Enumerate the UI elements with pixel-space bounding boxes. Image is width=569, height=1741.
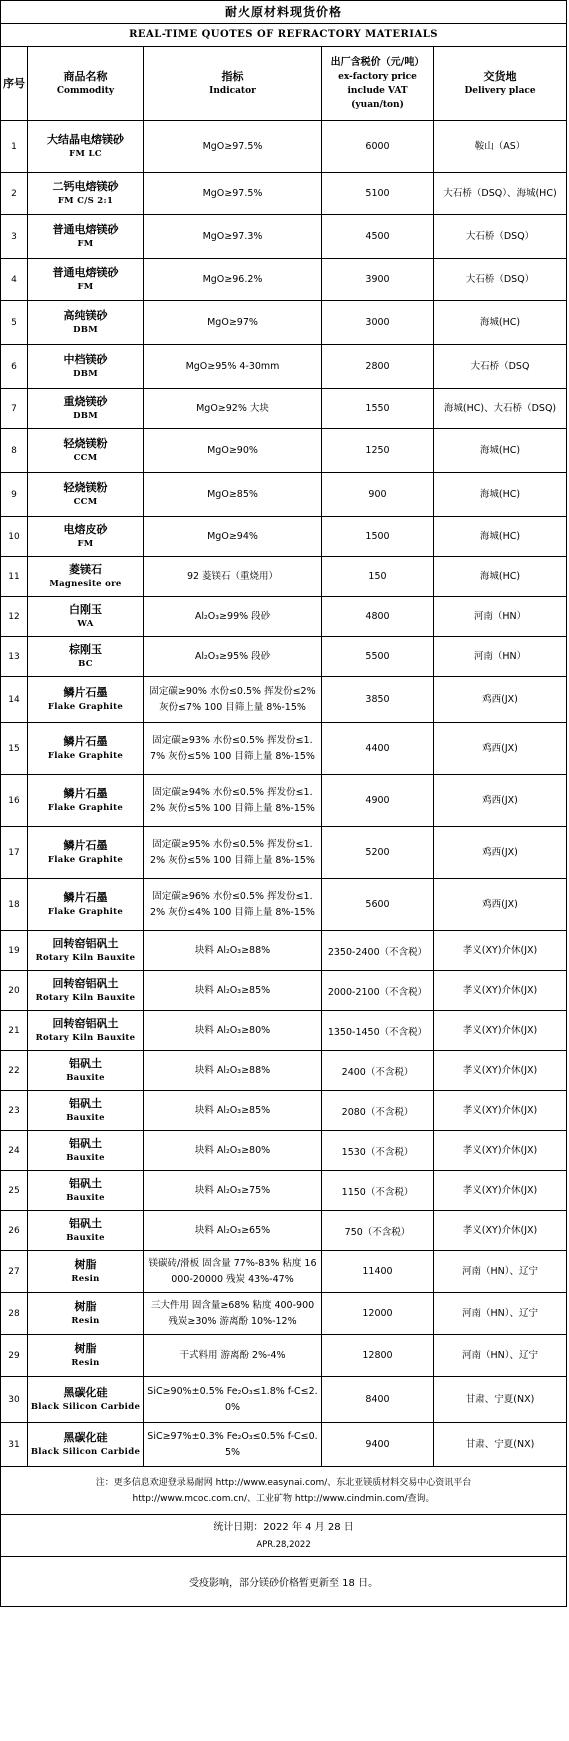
price-cell: 4900: [322, 775, 434, 827]
commodity-cell: [28, 723, 144, 775]
commodity-name-en: Flake Graphite: [47, 855, 124, 865]
price-cell: 9400: [322, 1423, 434, 1467]
table-row: [1, 259, 567, 301]
row-number: 9: [1, 473, 28, 517]
price-cell: 11400: [322, 1251, 434, 1293]
table-row: [1, 637, 567, 677]
row-number: 25: [1, 1171, 28, 1211]
price-cell: 2350-2400（不含税）: [322, 931, 434, 971]
price-cell: 12000: [322, 1293, 434, 1335]
row-number: 1: [1, 121, 28, 173]
commodity-name-cn: 中档镁砂: [63, 353, 108, 366]
row-number: 10: [1, 517, 28, 557]
indicator-cell: 块料 Al₂O₃≥80%: [144, 1011, 322, 1051]
table-row: [1, 971, 567, 1011]
header-commodity: [28, 47, 144, 121]
footer-notice: 受疫影响，部分镁砂价格暂更新至 18 日。: [1, 1557, 567, 1607]
price-cell: 1530（不含税）: [322, 1131, 434, 1171]
indicator-cell: MgO≥97.3%: [144, 215, 322, 259]
delivery-place-cell: 海城(HC): [434, 429, 567, 473]
commodity-name-cn: 重烧镁砂: [63, 395, 108, 408]
commodity-name-cn: 铝矾土: [69, 1177, 102, 1190]
table-row: [1, 879, 567, 931]
table-row: [1, 345, 567, 389]
price-cell: 4400: [322, 723, 434, 775]
header-place: [434, 47, 567, 121]
indicator-cell: 块料 Al₂O₃≥65%: [144, 1211, 322, 1251]
title-row-en: [1, 24, 567, 47]
table-row: [1, 1011, 567, 1051]
commodity-name-cn: 鳞片石墨: [63, 686, 108, 699]
price-cell: 2000-2100（不含税）: [322, 971, 434, 1011]
row-number: 24: [1, 1131, 28, 1171]
delivery-place-cell: 海城(HC): [434, 301, 567, 345]
price-cell: 5500: [322, 637, 434, 677]
price-cell: 3000: [322, 301, 434, 345]
indicator-cell: 三大件用 固含量≥68% 粘度 400-900 残炭≥30% 游离酚 10%-12%: [144, 1293, 322, 1335]
commodity-name-cn: 菱镁石: [69, 563, 102, 576]
commodity-name-cn: 回转窑铝矾土: [52, 937, 119, 950]
commodity-cell: [28, 517, 144, 557]
indicator-cell: 镁碳砖/滑板 固含量 77%-83% 粘度 16000-20000 残炭 43%-47%: [144, 1251, 322, 1293]
commodity-name-cn: 树脂: [74, 1300, 97, 1313]
header-price-en1: ex-factory price: [338, 72, 417, 82]
indicator-cell: Al₂O₃≥95% 段砂: [144, 637, 322, 677]
indicator-cell: 固定碳≥90% 水份≤0.5% 挥发份≤2% 灰份≤7% 100 目筛上量 8%-15%: [144, 677, 322, 723]
table-row: [1, 121, 567, 173]
commodity-cell: [28, 173, 144, 215]
commodity-cell: [28, 121, 144, 173]
delivery-place-cell: 海城(HC): [434, 517, 567, 557]
price-cell: 1550: [322, 389, 434, 429]
price-cell: 5600: [322, 879, 434, 931]
table-row: [1, 597, 567, 637]
commodity-name-cn: 高纯镁砂: [63, 309, 108, 322]
commodity-name-en: Bauxite: [66, 1153, 105, 1163]
commodity-name-cn: 黑碳化硅: [63, 1431, 108, 1444]
commodity-name-cn: 电熔皮砂: [63, 523, 108, 536]
indicator-cell: MgO≥90%: [144, 429, 322, 473]
delivery-place-cell: 海城(HC): [434, 473, 567, 517]
indicator-cell: 固定碳≥94% 水份≤0.5% 挥发份≤1.2% 灰份≤5% 100 目筛上量 8%-15%: [144, 775, 322, 827]
indicator-cell: 块料 Al₂O₃≥85%: [144, 971, 322, 1011]
commodity-cell: [28, 259, 144, 301]
table-row: [1, 1293, 567, 1335]
delivery-place-cell: 河南（HN）、辽宁: [434, 1251, 567, 1293]
row-number: 7: [1, 389, 28, 429]
delivery-place-cell: 大石桥（DSQ: [434, 345, 567, 389]
commodity-name-en: Flake Graphite: [47, 702, 124, 712]
commodity-cell: [28, 879, 144, 931]
commodity-name-cn: 树脂: [74, 1342, 97, 1355]
header-indicator-cn: 指标: [221, 70, 244, 83]
commodity-name-en: Rotary Kiln Bauxite: [35, 953, 136, 963]
commodity-cell: [28, 473, 144, 517]
header-indicator-en: Indicator: [209, 86, 256, 96]
price-cell: 750（不含税）: [322, 1211, 434, 1251]
commodity-cell: [28, 1131, 144, 1171]
footer-note-line2: http://www.mcoc.com.cn/、工业矿物 http://www.cindmin.com/查询。: [132, 1493, 435, 1504]
delivery-place-cell: 河南（HN）: [434, 637, 567, 677]
price-cell: 4500: [322, 215, 434, 259]
commodity-cell: [28, 1051, 144, 1091]
row-number: 28: [1, 1293, 28, 1335]
header-no: 序号: [1, 47, 28, 121]
commodity-name-en: FM: [77, 282, 94, 292]
delivery-place-cell: 河南（HN）: [434, 597, 567, 637]
commodity-cell: [28, 677, 144, 723]
indicator-cell: MgO≥92% 大块: [144, 389, 322, 429]
header-indicator: [144, 47, 322, 121]
table-row: [1, 173, 567, 215]
commodity-name-cn: 二钙电熔镁砂: [52, 180, 119, 193]
table-row: [1, 1051, 567, 1091]
price-cell: 1250: [322, 429, 434, 473]
table-row: [1, 1423, 567, 1467]
header-place-en: Delivery place: [464, 86, 536, 96]
commodity-name-en: Rotary Kiln Bauxite: [35, 1033, 136, 1043]
header-commodity-en: Commodity: [56, 86, 115, 96]
indicator-cell: MgO≥96.2%: [144, 259, 322, 301]
row-number: 17: [1, 827, 28, 879]
table-row: [1, 1211, 567, 1251]
delivery-place-cell: 河南（HN）、辽宁: [434, 1335, 567, 1377]
row-number: 13: [1, 637, 28, 677]
row-number: 29: [1, 1335, 28, 1377]
indicator-cell: MgO≥97%: [144, 301, 322, 345]
commodity-cell: [28, 345, 144, 389]
commodity-name-en: Bauxite: [66, 1233, 105, 1243]
indicator-cell: MgO≥94%: [144, 517, 322, 557]
delivery-place-cell: 甘肃、宁夏(NX): [434, 1423, 567, 1467]
table-row: [1, 827, 567, 879]
indicator-cell: 块料 Al₂O₃≥88%: [144, 1051, 322, 1091]
table-row: [1, 517, 567, 557]
delivery-place-cell: 孝义(XY)介休(JX): [434, 1211, 567, 1251]
table-row: [1, 429, 567, 473]
table-row: [1, 1091, 567, 1131]
delivery-place-cell: 大石桥（DSQ）: [434, 259, 567, 301]
delivery-place-cell: 鸡西(JX): [434, 775, 567, 827]
price-cell: 1500: [322, 517, 434, 557]
indicator-cell: Al₂O₃≥99% 段砂: [144, 597, 322, 637]
row-number: 19: [1, 931, 28, 971]
commodity-name-cn: 棕刚玉: [69, 643, 102, 656]
commodity-cell: [28, 429, 144, 473]
commodity-name-en: Black Silicon Carbide: [30, 1402, 141, 1412]
price-cell: 12800: [322, 1335, 434, 1377]
table-row: [1, 1335, 567, 1377]
indicator-cell: MgO≥85%: [144, 473, 322, 517]
commodity-cell: [28, 301, 144, 345]
commodity-name-cn: 铝矾土: [69, 1217, 102, 1230]
commodity-name-cn: 黑碳化硅: [63, 1386, 108, 1399]
commodity-cell: [28, 971, 144, 1011]
row-number: 16: [1, 775, 28, 827]
table-row: [1, 473, 567, 517]
indicator-cell: 块料 Al₂O₃≥80%: [144, 1131, 322, 1171]
commodity-cell: [28, 1423, 144, 1467]
commodity-cell: [28, 1251, 144, 1293]
row-number: 2: [1, 173, 28, 215]
price-cell: 150: [322, 557, 434, 597]
footer-note: [1, 1467, 567, 1515]
commodity-name-en: CCM: [73, 453, 98, 463]
row-number: 11: [1, 557, 28, 597]
table-row: [1, 301, 567, 345]
title-row-cn: [1, 1, 567, 24]
commodity-name-en: DBM: [73, 325, 98, 335]
row-number: 15: [1, 723, 28, 775]
footer-note-row: [1, 1467, 567, 1515]
commodity-cell: [28, 1335, 144, 1377]
indicator-cell: MgO≥97.5%: [144, 121, 322, 173]
delivery-place-cell: 海城(HC)、大石桥（DSQ): [434, 389, 567, 429]
delivery-place-cell: 鞍山（AS）: [434, 121, 567, 173]
commodity-cell: [28, 597, 144, 637]
footer-date-en: APR.28,2022: [256, 1539, 311, 1550]
delivery-place-cell: 孝义(XY)介休(JX): [434, 1131, 567, 1171]
row-number: 5: [1, 301, 28, 345]
table-row: [1, 723, 567, 775]
indicator-cell: 92 菱镁石（重烧用）: [144, 557, 322, 597]
commodity-name-en: DBM: [73, 411, 98, 421]
commodity-name-en: FM C/S 2:1: [57, 196, 114, 206]
commodity-cell: [28, 1211, 144, 1251]
delivery-place-cell: 海城(HC): [434, 557, 567, 597]
commodity-name-cn: 回转窑铝矾土: [52, 977, 119, 990]
delivery-place-cell: 鸡西(JX): [434, 723, 567, 775]
commodity-cell: [28, 1011, 144, 1051]
table-row: [1, 677, 567, 723]
delivery-place-cell: 孝义(XY)介休(JX): [434, 1171, 567, 1211]
price-cell: 1350-1450（不含税）: [322, 1011, 434, 1051]
table-row: [1, 389, 567, 429]
delivery-place-cell: 孝义(XY)介休(JX): [434, 1011, 567, 1051]
price-cell: 3850: [322, 677, 434, 723]
row-number: 8: [1, 429, 28, 473]
indicator-cell: 块料 Al₂O₃≥75%: [144, 1171, 322, 1211]
delivery-place-cell: 大石桥（DSQ）、海城(HC): [434, 173, 567, 215]
commodity-cell: [28, 215, 144, 259]
footer-notice-row: [1, 1557, 567, 1607]
price-cell: 4800: [322, 597, 434, 637]
delivery-place-cell: 孝义(XY)介休(JX): [434, 1091, 567, 1131]
row-number: 6: [1, 345, 28, 389]
commodity-cell: [28, 827, 144, 879]
row-number: 12: [1, 597, 28, 637]
commodity-name-en: Bauxite: [66, 1113, 105, 1123]
row-number: 21: [1, 1011, 28, 1051]
commodity-name-en: FM: [77, 539, 94, 549]
table-row: [1, 1131, 567, 1171]
commodity-name-en: BC: [78, 659, 93, 669]
header-row: [1, 47, 567, 121]
price-cell: 8400: [322, 1377, 434, 1423]
commodity-name-en: Resin: [71, 1358, 100, 1368]
indicator-cell: MgO≥97.5%: [144, 173, 322, 215]
price-cell: 900: [322, 473, 434, 517]
footer-note-line1: 注：更多信息欢迎登录易耐网 http://www.easynai.com/、东北亚镁质材料交易中心资讯平台: [95, 1477, 472, 1488]
header-price-en2: include VAT: [347, 86, 408, 96]
commodity-cell: [28, 389, 144, 429]
commodity-name-cn: 回转窑铝矾土: [52, 1017, 119, 1030]
commodity-name-en: WA: [77, 619, 94, 629]
table-row: [1, 1251, 567, 1293]
delivery-place-cell: 鸡西(JX): [434, 827, 567, 879]
table-row: [1, 931, 567, 971]
indicator-cell: MgO≥95% 4-30mm: [144, 345, 322, 389]
commodity-cell: [28, 1171, 144, 1211]
commodity-name-cn: 鳞片石墨: [63, 735, 108, 748]
row-number: 18: [1, 879, 28, 931]
commodity-name-en: Rotary Kiln Bauxite: [35, 993, 136, 1003]
commodity-name-en: DBM: [73, 369, 98, 379]
indicator-cell: 固定碳≥96% 水份≤0.5% 挥发份≤1.2% 灰份≤4% 100 目筛上量 8%-15%: [144, 879, 322, 931]
commodity-name-en: Flake Graphite: [47, 803, 124, 813]
price-cell: 2400（不含税）: [322, 1051, 434, 1091]
indicator-cell: SiC≥97%±0.3% Fe₂O₃≤0.5% f-C≤0.5%: [144, 1423, 322, 1467]
table-row: [1, 775, 567, 827]
commodity-cell: [28, 931, 144, 971]
row-number: 23: [1, 1091, 28, 1131]
price-cell: 1150（不含税）: [322, 1171, 434, 1211]
commodity-name-cn: 轻烧镁粉: [63, 481, 108, 494]
row-number: 27: [1, 1251, 28, 1293]
header-price: [322, 47, 434, 121]
commodity-name-en: Bauxite: [66, 1073, 105, 1083]
commodity-name-en: Magnesite ore: [49, 579, 122, 589]
delivery-place-cell: 鸡西(JX): [434, 677, 567, 723]
footer-date-row: [1, 1515, 567, 1557]
commodity-name-en: Flake Graphite: [47, 751, 124, 761]
commodity-name-cn: 普通电熔镁砂: [52, 266, 119, 279]
price-cell: 5100: [322, 173, 434, 215]
commodity-cell: [28, 1377, 144, 1423]
commodity-name-en: Black Silicon Carbide: [30, 1447, 141, 1457]
commodity-name-cn: 铝矾土: [69, 1057, 102, 1070]
delivery-place-cell: 大石桥（DSQ）: [434, 215, 567, 259]
delivery-place-cell: 河南（HN）、辽宁: [434, 1293, 567, 1335]
table-row: [1, 1171, 567, 1211]
header-commodity-cn: 商品名称: [63, 70, 108, 83]
title-cn: 耐火原材料现货价格: [1, 1, 567, 24]
footer-date-cn: 统计日期：2022 年 4 月 28 日: [213, 1521, 354, 1533]
title-en: REAL-TIME QUOTES OF REFRACTORY MATERIALS: [1, 24, 567, 47]
row-number: 3: [1, 215, 28, 259]
commodity-name-cn: 轻烧镁粉: [63, 437, 108, 450]
delivery-place-cell: 孝义(XY)介休(JX): [434, 931, 567, 971]
commodity-cell: [28, 637, 144, 677]
header-place-cn: 交货地: [483, 70, 517, 83]
row-number: 4: [1, 259, 28, 301]
delivery-place-cell: 鸡西(JX): [434, 879, 567, 931]
commodity-cell: [28, 1091, 144, 1131]
row-number: 20: [1, 971, 28, 1011]
commodity-name-cn: 鳞片石墨: [63, 839, 108, 852]
commodity-name-cn: 白刚玉: [69, 603, 102, 616]
commodity-name-cn: 铝矾土: [69, 1137, 102, 1150]
indicator-cell: 固定碳≥95% 水份≤0.5% 挥发份≤1.2% 灰份≤5% 100 目筛上量 8%-15%: [144, 827, 322, 879]
commodity-cell: [28, 775, 144, 827]
commodity-name-cn: 普通电熔镁砂: [52, 223, 119, 236]
commodity-name-cn: 鳞片石墨: [63, 891, 108, 904]
indicator-cell: 干式料用 游离酚 2%-4%: [144, 1335, 322, 1377]
commodity-name-en: Resin: [71, 1316, 100, 1326]
table-row: [1, 1377, 567, 1423]
commodity-cell: [28, 557, 144, 597]
row-number: 31: [1, 1423, 28, 1467]
row-number: 26: [1, 1211, 28, 1251]
header-price-cn: 出厂含税价（元/吨）: [330, 57, 425, 68]
commodity-cell: [28, 1293, 144, 1335]
indicator-cell: 块料 Al₂O₃≥85%: [144, 1091, 322, 1131]
commodity-name-en: FM: [77, 239, 94, 249]
commodity-name-cn: 树脂: [74, 1258, 97, 1271]
row-number: 22: [1, 1051, 28, 1091]
row-number: 30: [1, 1377, 28, 1423]
header-price-en3: (yuan/ton): [351, 100, 404, 110]
price-cell: 2800: [322, 345, 434, 389]
indicator-cell: SiC≥90%±0.5% Fe₂O₃≤1.8% f-C≤2.0%: [144, 1377, 322, 1423]
price-cell: 3900: [322, 259, 434, 301]
table-row: [1, 557, 567, 597]
row-number: 14: [1, 677, 28, 723]
commodity-name-en: CCM: [73, 497, 98, 507]
price-cell: 5200: [322, 827, 434, 879]
commodity-name-cn: 鳞片石墨: [63, 787, 108, 800]
price-cell: 6000: [322, 121, 434, 173]
indicator-cell: 块料 Al₂O₃≥88%: [144, 931, 322, 971]
table-row: [1, 215, 567, 259]
commodity-name-en: Bauxite: [66, 1193, 105, 1203]
delivery-place-cell: 孝义(XY)介休(JX): [434, 1051, 567, 1091]
commodity-name-en: FM LC: [69, 149, 102, 159]
commodity-name-cn: 大结晶电熔镁砂: [47, 133, 124, 146]
table-body: [1, 121, 567, 1467]
delivery-place-cell: 甘肃、宁夏(NX): [434, 1377, 567, 1423]
commodity-name-cn: 铝矾土: [69, 1097, 102, 1110]
commodity-name-en: Resin: [71, 1274, 100, 1284]
price-cell: 2080（不含税）: [322, 1091, 434, 1131]
delivery-place-cell: 孝义(XY)介休(JX): [434, 971, 567, 1011]
commodity-name-en: Flake Graphite: [47, 907, 124, 917]
footer-date: [1, 1515, 567, 1557]
indicator-cell: 固定碳≥93% 水份≤0.5% 挥发份≤1.7% 灰份≤5% 100 目筛上量 8%-15%: [144, 723, 322, 775]
